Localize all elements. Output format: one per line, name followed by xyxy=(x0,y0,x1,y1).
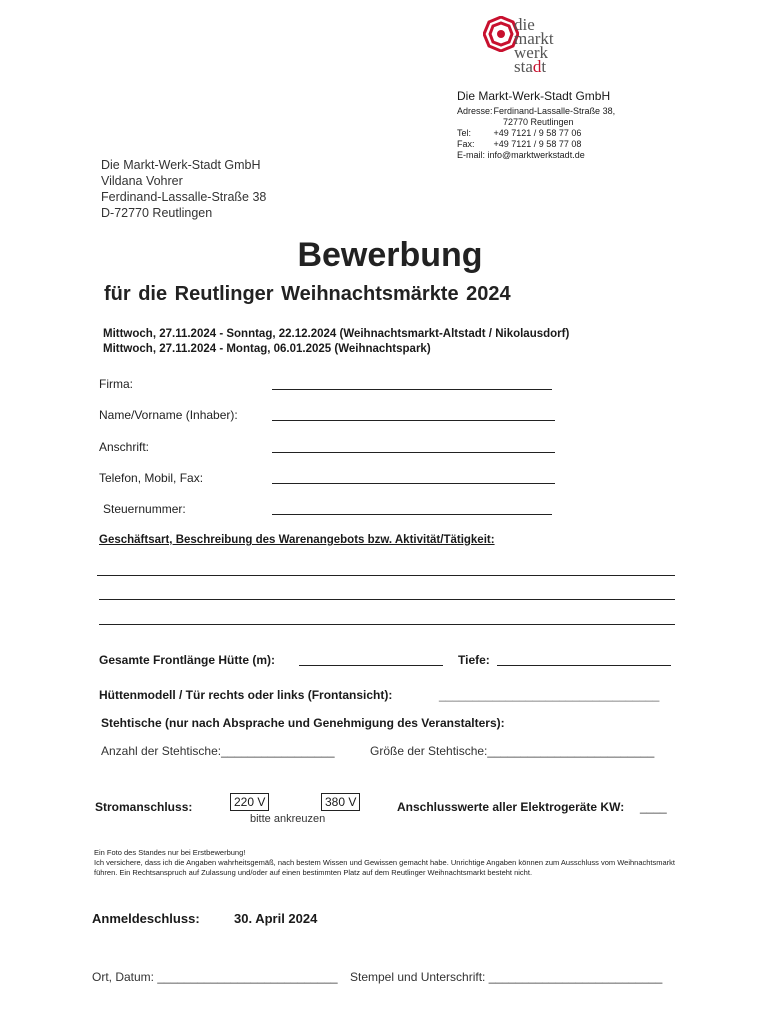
recipient-line-3: Ferdinand-Lassalle-Straße 38 xyxy=(101,190,267,204)
address-value-1: Ferdinand-Lassalle-Straße 38, xyxy=(493,106,616,116)
logo-line-4-c: t xyxy=(541,57,547,76)
tables-size-label xyxy=(370,744,654,758)
logo-line-4-a: sta xyxy=(514,57,533,76)
steuer-field[interactable] xyxy=(272,514,552,515)
description-line-1[interactable] xyxy=(97,575,675,576)
deadline-value: 30. April 2024 xyxy=(234,911,318,926)
frontlength-field[interactable] xyxy=(299,665,443,666)
logo-line-2: markt xyxy=(514,29,554,48)
power-hint: bitte ankreuzen xyxy=(250,813,326,825)
fax-label: Fax: xyxy=(457,139,475,149)
signature-field[interactable]: Stempel und Unterschrift: __________________________ xyxy=(350,970,663,984)
logo-line-4-b: d xyxy=(532,57,542,76)
email-label: E-mail: xyxy=(457,150,486,160)
logo-line-4 xyxy=(514,57,584,76)
company-fax xyxy=(457,139,757,150)
tables-count-field[interactable]: _________________ xyxy=(221,744,335,758)
name-field[interactable] xyxy=(272,420,555,421)
option-220v-checkbox[interactable]: 220 V xyxy=(230,793,269,811)
tables-count-label xyxy=(101,744,335,758)
fax-value: +49 7121 / 9 58 77 08 xyxy=(493,139,582,149)
declaration-text: Ich versichere, dass ich die Angaben wahrheitsgemäß, nach bestem Wissen und Gewissen gemacht habe. Unrichtige Angaben können zum Ausschluss vom Weihnachtsmarkt führen. Ein Rechtsanspruch auf Zulassung und/oder auf einen bestimmten Platz auf dem Reutlinger Weihnachtsmarkt besteht nicht. xyxy=(94,858,676,877)
company-email xyxy=(457,150,757,161)
power-label: Stromanschluss: xyxy=(95,800,193,814)
tables-count-text: Anzahl der Stehtische: xyxy=(101,744,222,758)
hut-model-label: Hüttenmodell / Tür rechts oder links (Frontansicht): xyxy=(99,688,393,702)
company-address-line1 xyxy=(457,106,757,117)
company-contact xyxy=(457,89,757,161)
description-line-2[interactable] xyxy=(99,599,675,600)
firma-label: Firma: xyxy=(99,377,133,391)
frontlength-label: Gesamte Frontlänge Hütte (m): xyxy=(99,653,276,667)
tables-size-field[interactable]: _________________________ xyxy=(487,744,655,758)
photo-note: Ein Foto des Standes nur bei Erstbewerbung! xyxy=(94,848,246,857)
recipient-address xyxy=(101,157,266,221)
depth-field[interactable] xyxy=(497,665,671,666)
address-value-2: 72770 Reutlingen xyxy=(503,117,574,127)
logo-line-3: werk xyxy=(514,43,548,62)
hut-model-field[interactable]: _________________________________ xyxy=(439,688,660,702)
tel-label: Tel: xyxy=(457,128,472,138)
description-line-3[interactable] xyxy=(99,624,675,625)
address-label: Adresse: xyxy=(457,106,493,116)
fine-print xyxy=(94,848,694,878)
standing-tables-label: Stehtische (nur nach Absprache und Genehmigung des Veranstalters): xyxy=(101,716,505,730)
anschrift-field[interactable] xyxy=(272,452,555,453)
kw-field[interactable]: ____ xyxy=(640,800,667,814)
tel-value: +49 7121 / 9 58 77 06 xyxy=(493,128,582,138)
recipient-line-2: Vildana Vohrer xyxy=(101,174,183,188)
logo-wordmark xyxy=(514,15,584,76)
tables-size-text: Größe der Stehtische: xyxy=(370,744,488,758)
company-name: Die Markt-Werk-Stadt GmbH xyxy=(457,89,611,103)
email-value: info@marktwerkstadt.de xyxy=(487,150,585,160)
page-subtitle: für die Reutlinger Weihnachtsmärkte 2024 xyxy=(104,283,511,305)
kw-label: Anschlusswerte aller Elektrogeräte KW: xyxy=(397,800,625,814)
event-dates-line-1: Mittwoch, 27.11.2024 - Sonntag, 22.12.2024 (Weihnachtsmarkt-Altstadt / Nikolausdorf) xyxy=(103,328,570,340)
name-label: Name/Vorname (Inhaber): xyxy=(99,408,238,422)
anschrift-label: Anschrift: xyxy=(99,440,150,454)
option-380v-checkbox[interactable]: 380 V xyxy=(321,793,360,811)
steuer-label: Steuernummer: xyxy=(103,502,186,516)
event-dates-line-2: Mittwoch, 27.11.2024 - Montag, 06.01.2025 (Weihnachtspark) xyxy=(103,343,431,355)
telefon-field[interactable] xyxy=(272,483,555,484)
page-title: Bewerbung xyxy=(297,236,483,274)
recipient-line-4: D-72770 Reutlingen xyxy=(101,206,213,220)
logo-line-1: die xyxy=(514,15,535,34)
firma-field[interactable] xyxy=(272,389,552,390)
company-address-line2 xyxy=(457,117,757,128)
depth-label: Tiefe: xyxy=(458,653,490,667)
company-tel xyxy=(457,128,757,139)
telefon-label: Telefon, Mobil, Fax: xyxy=(99,471,204,485)
place-date-field[interactable]: Ort, Datum: ___________________________ xyxy=(92,970,338,984)
business-description-heading: Geschäftsart, Beschreibung des Warenangebots bzw. Aktivität/Tätigkeit: xyxy=(99,534,495,546)
recipient-line-1: Die Markt-Werk-Stadt GmbH xyxy=(101,158,261,172)
event-dates xyxy=(103,327,569,357)
deadline-label: Anmeldeschluss: xyxy=(92,911,200,926)
